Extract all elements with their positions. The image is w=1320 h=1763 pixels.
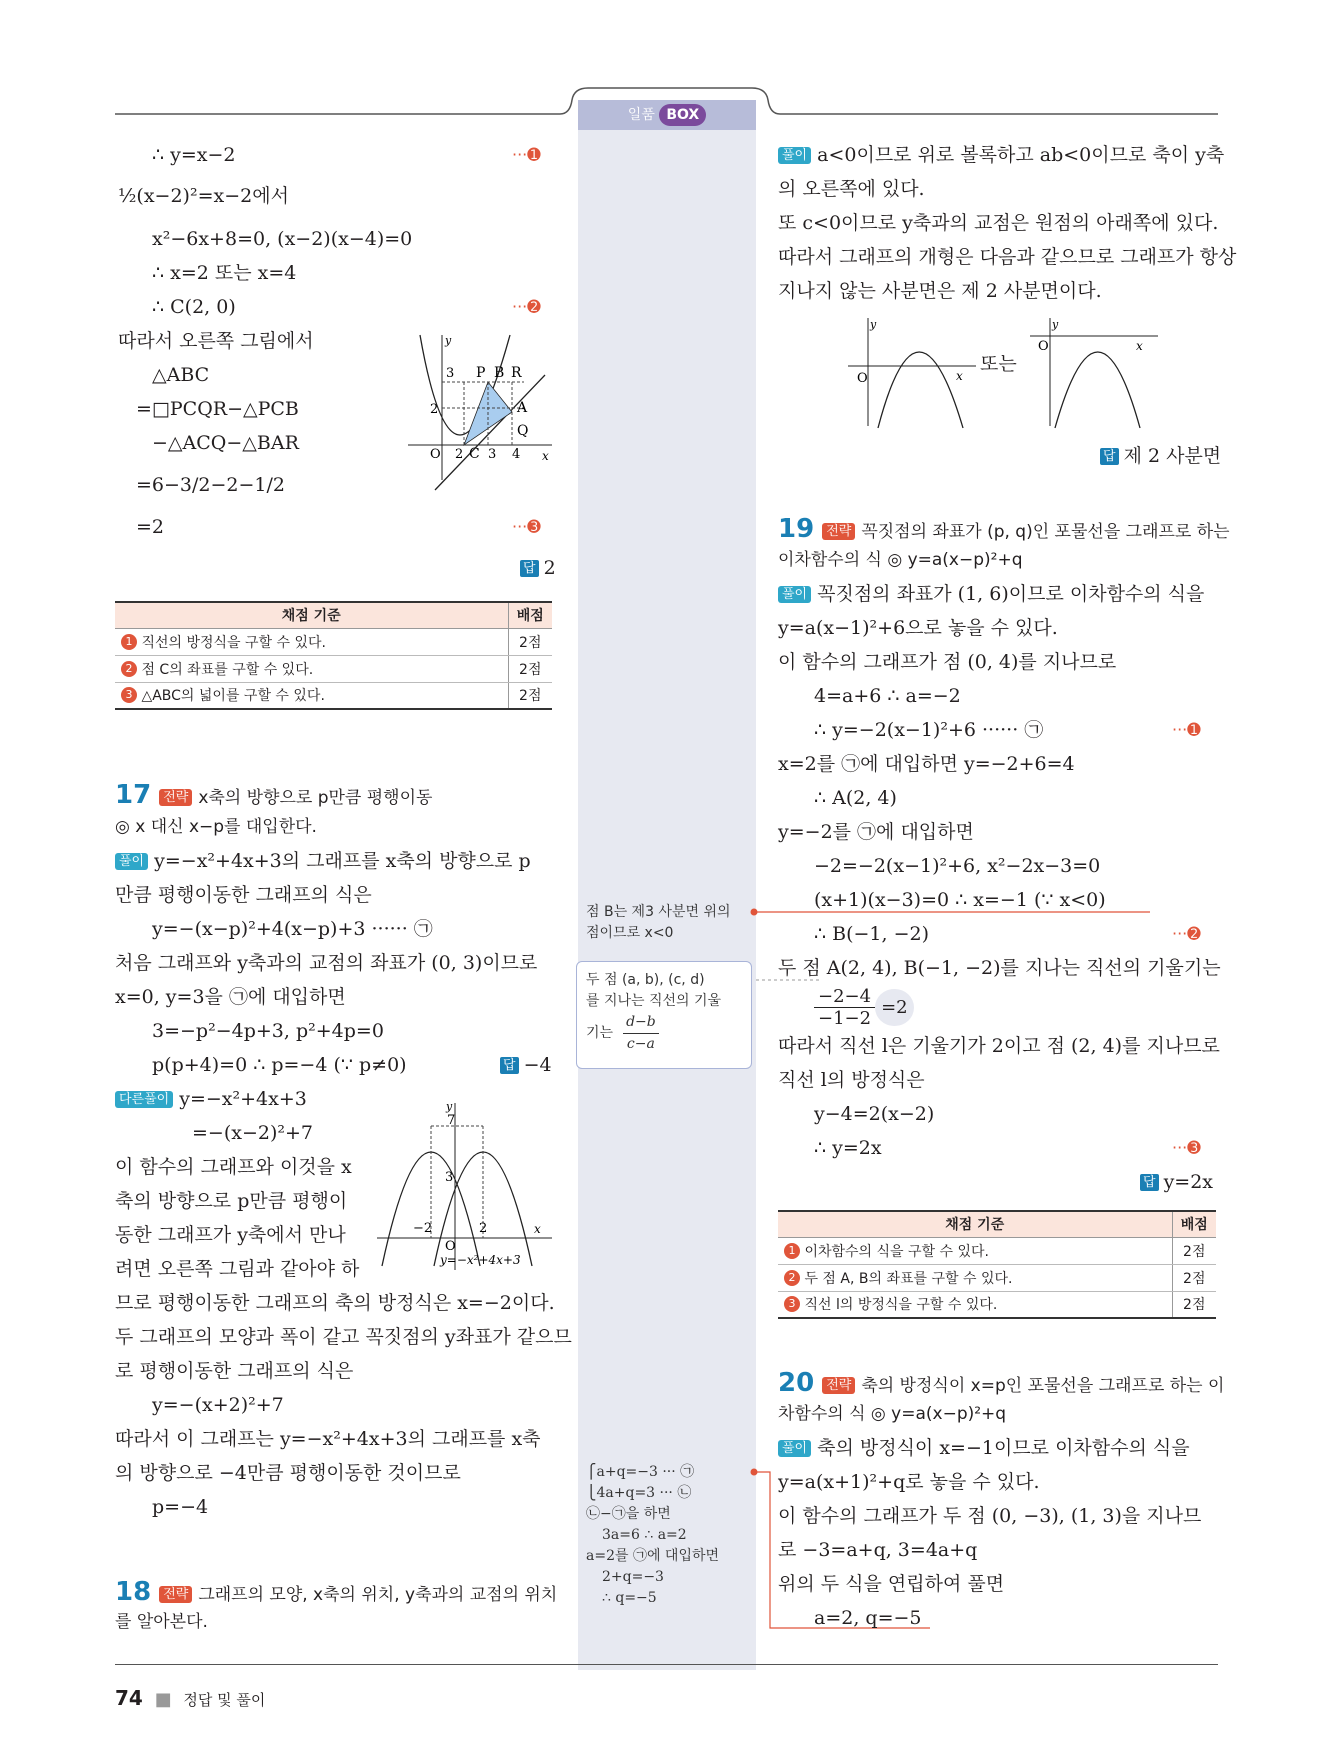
- p17-parabola-graph: [372, 1098, 558, 1273]
- p17-graph-tick-3: 3: [445, 1170, 454, 1185]
- p17-alt-line11: 따라서 이 그래프는 y=−x²+4x+3의 그래프를 x축: [115, 1428, 541, 1450]
- p20-line3: 이 함수의 그래프가 두 점 (0, −3), (1, 3)을 지나므: [778, 1505, 1202, 1527]
- side-note-slope: 두 점 (a, b), (c, d) 를 지나는 직선의 기울 기는 $\frac{d-b}{c-a}$: [586, 970, 721, 1055]
- p17-graph-tick-7: 7: [447, 1113, 456, 1128]
- p19-step-marker-2: ···➋: [1172, 924, 1201, 943]
- p16-line3: x²−6x+8=0, (x−2)(x−4)=0: [152, 228, 413, 250]
- p18-number: 18: [115, 1577, 152, 1607]
- p16-line7: △ABC: [152, 364, 210, 386]
- p16-graph-Q: Q: [517, 423, 529, 439]
- p16-graph-xtick-4: 4: [512, 447, 521, 462]
- p16-answer: [520, 556, 556, 580]
- p18-sol-line5: 지나지 않는 사분면은 제 2 사분면이다.: [778, 280, 1102, 302]
- side-column-band: [578, 100, 756, 1670]
- p19-line17: ∴ y=2x: [814, 1137, 882, 1159]
- table-row: 2 두 점 A, B의 좌표를 구할 수 있다. 2점: [778, 1264, 1216, 1291]
- p18-graph-option-1: [848, 316, 978, 431]
- p19-heading: 19 전략 꼭짓점의 좌표가 (p, q)인 포물선을 그래프로 하는: [778, 514, 1230, 544]
- p18-sol-line1: 풀이 a<0이므로 위로 볼록하고 ab<0이므로 축이 y축: [778, 143, 1224, 167]
- p16-graph-C: C: [469, 446, 480, 462]
- table-row: 1 직선의 방정식을 구할 수 있다. 2점: [115, 628, 552, 655]
- side-note-system: ⎧a+q=−3 ··· ㉠ ⎩4a+q=3 ··· ㉡ ㉡−㉠을 하면 3a=6 ∴ a=2 a=2를 ㉠에 대입하면 2+q=−3 ∴ q=−5: [586, 1464, 720, 1606]
- p17-alt-line3: 이 함수의 그래프와 이것을 x: [115, 1156, 352, 1178]
- p16-graph-A: A: [517, 400, 528, 416]
- p16-line2: ½(x−2)²=x−2에서: [118, 185, 289, 207]
- p17-subtitle: ◎ x 대신 x−p를 대입한다.: [115, 817, 317, 837]
- p17-alt-line4: 축의 방향으로 p만큼 평행이: [115, 1190, 348, 1212]
- p19-line1: 풀이 꼭짓점의 좌표가 (1, 6)이므로 이차함수의 식을: [778, 582, 1204, 606]
- footer: 74 ■ 정답 및 풀이: [115, 1686, 266, 1710]
- p19-line7: ∴ A(2, 4): [814, 787, 897, 809]
- strategy-tag: 전략: [159, 789, 192, 806]
- footer-rule: [115, 1664, 1218, 1665]
- p16-line9: −△ACQ−△BAR: [152, 432, 299, 454]
- p16-step-marker-1: ···➊: [512, 145, 541, 164]
- p19-line14: 따라서 직선 l은 기울기가 2이고 점 (2, 4)를 지나므로: [778, 1035, 1220, 1057]
- box-badge: BOX: [659, 104, 706, 126]
- p19-line8: y=−2를 ㉠에 대입하면: [778, 821, 974, 843]
- grading-table-19: 채점 기준 배점 1 이차함수의 식을 구할 수 있다. 2점 2 두 점 A, B의 좌표를 구할 수 있다. 2점 3 직선 l의 방정식을 구할 수 있다. 2점: [778, 1210, 1216, 1319]
- p16-triangle-graph: [400, 330, 560, 495]
- p17-alt-line5: 동한 그래프가 y축에서 만나: [115, 1224, 346, 1246]
- p17-line3: y=−(x−p)²+4(x−p)+3 ······ ㉠: [152, 918, 433, 940]
- p16-line6: 따라서 오른쪽 그림에서: [118, 330, 314, 352]
- p16-graph-xtick-3: 3: [488, 447, 497, 462]
- p19-line10: (x+1)(x−3)=0 ∴ x=−1 (∵ x<0): [814, 889, 1106, 911]
- table-row: 2 점 C의 좌표를 구할 수 있다. 2점: [115, 655, 552, 682]
- p18-graph-option-2: [1030, 316, 1160, 431]
- p16-graph-origin: O: [430, 447, 441, 462]
- box-header: [578, 100, 756, 130]
- p16-graph-P: P: [476, 365, 486, 381]
- p16-line4: ∴ x=2 또는 x=4: [152, 262, 297, 284]
- svg-text:O: O: [1038, 339, 1049, 354]
- p19-line3: 이 함수의 그래프가 점 (0, 4)를 지나므로: [778, 651, 1117, 673]
- p20-line5: 위의 두 식을 연립하여 풀면: [778, 1573, 1005, 1595]
- p17-graph-origin: O: [445, 1239, 456, 1254]
- p17-graph-x: x: [534, 1222, 541, 1236]
- p16-line11: =2: [136, 516, 165, 538]
- p16-line1: ∴ y=x−2: [152, 144, 236, 166]
- p19-line12: 두 점 A(2, 4), B(−1, −2)를 지나는 직선의 기울기는: [778, 957, 1221, 979]
- p18-heading-line2: 를 알아본다.: [115, 1612, 208, 1632]
- page-number: 74: [115, 1686, 143, 1710]
- p20-line2: y=a(x+1)²+q로 놓을 수 있다.: [778, 1471, 1040, 1493]
- footer-title: 정답 및 풀이: [183, 1691, 266, 1709]
- p16-answer-value: 2: [543, 557, 556, 579]
- p18-heading: 18 전략 그래프의 모양, x축의 위치, y축과의 교점의 위치: [115, 1577, 558, 1607]
- p17-line1: 풀이 y=−x²+4x+3의 그래프를 x축의 방향으로 p: [115, 849, 531, 873]
- table16-header-criteria: 채점 기준: [115, 602, 508, 628]
- p18-sol-line2: 의 오른쪽에 있다.: [778, 178, 925, 200]
- p17-alt-line7: 므로 평행이동한 그래프의 축의 방정식은 x=−2이다.: [115, 1292, 555, 1314]
- p17-number: 17: [115, 780, 152, 810]
- p17-line4: 처음 그래프와 y축과의 교점의 좌표가 (0, 3)이므로: [115, 952, 538, 974]
- box-label: 일품: [627, 107, 655, 123]
- side-note-quadrant: 점 B는 제3 사분면 위의 점이므로 x<0: [586, 904, 731, 941]
- table-row: 1 이차함수의 식을 구할 수 있다. 2점: [778, 1237, 1216, 1264]
- p16-step-marker-2: ···➋: [512, 297, 541, 316]
- p17-alt-line8: 두 그래프의 모양과 폭이 같고 꼭짓점의 y좌표가 같으므: [115, 1326, 572, 1348]
- p20-heading-line2: 차함수의 식 ◎ y=a(x−p)²+q: [778, 1404, 1007, 1424]
- p19-slope-fraction: $\frac{-2-4}{-1-2}$ =2: [814, 986, 914, 1029]
- slope-denominator: c−a: [626, 1036, 655, 1052]
- p20-heading: 20 전략 축의 방정식이 x=p인 포물선을 그래프로 하는 이: [778, 1368, 1225, 1398]
- alt-solution-tag: 다른풀이: [115, 1091, 173, 1108]
- p17-title: x축의 방향으로 p만큼 평행이동: [198, 788, 433, 808]
- p19-line5: ∴ y=−2(x−1)²+6 ······ ㉠: [814, 719, 1044, 741]
- p17-alt-line12: 의 방향으로 −4만큼 평행이동한 것이므로: [115, 1462, 461, 1484]
- p19-line16: y−4=2(x−2): [814, 1103, 935, 1125]
- p17-alt-line13: p=−4: [152, 1496, 209, 1518]
- p20-line4: 로 −3=a+q, 3=4a+q: [778, 1539, 978, 1561]
- svg-text:x: x: [956, 369, 963, 383]
- p18-sol-line3: 또 c<0이므로 y축과의 교점은 원점의 아래쪽에 있다.: [778, 212, 1219, 234]
- p17-graph-y: y: [446, 1100, 453, 1113]
- p17-alt-line2: =−(x−2)²+7: [192, 1122, 314, 1144]
- p19-line2: y=a(x−1)²+6으로 놓을 수 있다.: [778, 617, 1058, 639]
- slope-numerator: d−b: [623, 1012, 659, 1034]
- p17-heading: [115, 780, 432, 810]
- table16-header-score: 배점: [508, 602, 552, 628]
- p16-graph-R: R: [511, 365, 522, 381]
- p19-line9: −2=−2(x−1)²+6, x²−2x−3=0: [814, 855, 1101, 877]
- grading-table-16: [115, 601, 552, 710]
- solution-tag: 풀이: [115, 853, 148, 870]
- p19-line15: 직선 l의 방정식은: [778, 1069, 925, 1091]
- p19-answer: 답 y=2x: [1140, 1170, 1213, 1194]
- p16-line5: ∴ C(2, 0): [152, 296, 236, 318]
- p19-line11: ∴ B(−1, −2): [814, 923, 930, 945]
- p19-step-marker-3: ···➌: [1172, 1138, 1201, 1157]
- svg-text:y: y: [1052, 318, 1059, 331]
- p20-line1: 풀이 축의 방정식이 x=−1이므로 이차함수의 식을: [778, 1436, 1190, 1460]
- p16-graph-xtick-2: 2: [455, 447, 464, 462]
- p17-graph-caption: y=−x²+4x+3: [440, 1253, 521, 1267]
- p17-alt-line6: 려면 오른쪽 그림과 같아야 하: [115, 1258, 360, 1280]
- p16-graph-tick-3: 3: [446, 366, 455, 381]
- p19-line6: x=2를 ㉠에 대입하면 y=−2+6=4: [778, 753, 1075, 775]
- p18-answer: 답 제 2 사분면: [1100, 444, 1221, 468]
- p17-line2: 만큼 평행이동한 그래프의 식은: [115, 884, 372, 906]
- p18-sol-line4: 따라서 그래프의 개형은 다음과 같으므로 그래프가 항상: [778, 246, 1237, 268]
- answer-icon: 답: [520, 560, 539, 577]
- svg-text:x: x: [1136, 339, 1143, 353]
- p16-graph-y: y: [445, 334, 452, 347]
- p17-answer: 답 −4: [500, 1053, 552, 1077]
- p19-step-marker-1: ···➊: [1172, 720, 1201, 739]
- svg-text:O: O: [857, 371, 868, 386]
- p17-graph-xtick-2: 2: [479, 1221, 488, 1236]
- p16-graph-tick-2: 2: [430, 402, 439, 417]
- p17-alt-line1: 다른풀이 y=−x²+4x+3: [115, 1087, 307, 1111]
- p19-line4: 4=a+6 ∴ a=−2: [814, 685, 961, 707]
- p16-line8: =□PCQR−△PCB: [136, 398, 299, 420]
- p17-line7: p(p+4)=0 ∴ p=−4 (∵ p≠0): [152, 1054, 407, 1076]
- svg-text:y: y: [870, 318, 877, 331]
- p17-line6: 3=−p²−4p+3, p²+4p=0: [152, 1020, 384, 1042]
- table-row: 3 △ABC의 넓이를 구할 수 있다. 2점: [115, 682, 552, 709]
- p17-alt-line9: 로 평행이동한 그래프의 식은: [115, 1360, 354, 1382]
- p17-line5: x=0, y=3을 ㉠에 대입하면: [115, 986, 346, 1008]
- p16-graph-B: B: [494, 365, 505, 381]
- p17-graph-xtick-m2: −2: [413, 1221, 433, 1236]
- p16-graph-x: x: [542, 449, 549, 463]
- p16-step-marker-3: ···➌: [512, 517, 541, 536]
- p20-line6: a=2, q=−5: [814, 1607, 922, 1629]
- p19-heading-line2: 이차함수의 식 ◎ y=a(x−p)²+q: [778, 550, 1023, 570]
- p17-alt-line10: y=−(x+2)²+7: [152, 1394, 284, 1416]
- p18-or: 또는: [980, 353, 1017, 375]
- table-row: 3 직선 l의 방정식을 구할 수 있다. 2점: [778, 1291, 1216, 1318]
- p16-line10: =6−3/2−2−1/2: [136, 474, 286, 496]
